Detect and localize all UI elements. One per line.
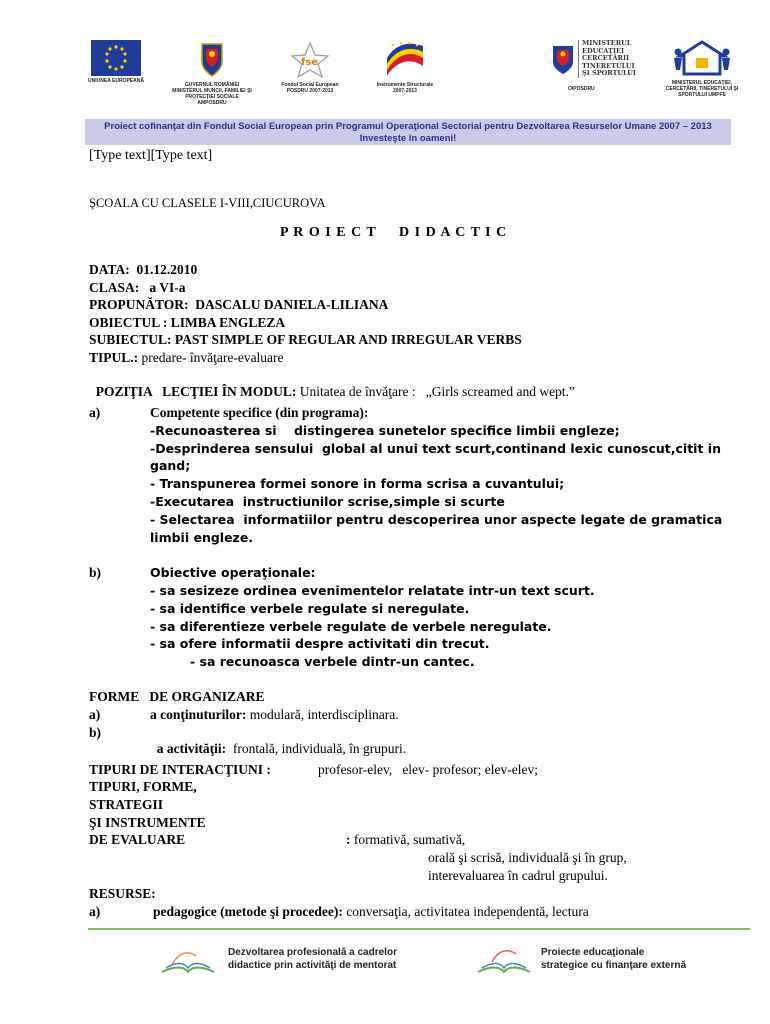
book-icon [474, 944, 534, 978]
logo-caption: OIPOSDRU [568, 85, 595, 92]
resources-a-line [153, 904, 589, 920]
star-icon [290, 40, 330, 80]
umpfe-logo [662, 40, 742, 98]
organization-a-label: a conţinuturilor: [150, 707, 247, 722]
evaluation-value-line [346, 832, 465, 848]
footer-divider [88, 928, 750, 930]
proposer-line: PROPUNĂTOR: DASCALU DANIELA-LILIANA [89, 297, 389, 312]
competence-item: -Executarea instructiunilor scrise,simple si scurte [150, 494, 505, 509]
cofinancing-banner [85, 119, 731, 145]
resources-a-label: pedagogice (metode şi procedee): [153, 904, 343, 919]
organization-b-label: a activităţii: [156, 741, 227, 756]
evaluation-title-line: DE EVALUARE [89, 832, 186, 847]
objectives-title: Obiective operaţionale: [150, 565, 316, 580]
logo-caption: Fondul Social European POSDRU 2007-2013 [281, 82, 339, 94]
crest-icon [197, 40, 227, 80]
footer-left-line: Dezvoltarea profesională a cadrelor [228, 947, 397, 958]
fse-logo [280, 40, 340, 94]
objective-item: - sa identifice verbele regulate si neregulate. [150, 601, 470, 616]
resources-title: RESURSE: [89, 886, 156, 901]
section-b-marker: b) [89, 565, 102, 580]
footer-right-text [541, 946, 686, 972]
ministry-title-line: EDUCAŢIEI [582, 46, 624, 55]
organization-b-line [150, 725, 406, 757]
lesson-position-label: POZIŢIA LECŢIEI ÎN MODUL: [95, 384, 297, 399]
logo-caption: UNIUNEA EUROPEANĂ [88, 78, 144, 84]
banner-line-2: Investeşte în oameni! [359, 133, 457, 144]
interactions-label: TIPURI DE INTERACŢIUNI : [89, 762, 271, 777]
evaluation-title-line: STRATEGII [89, 797, 164, 812]
ministry-crest-icon [550, 40, 576, 78]
competence-item: limbii engleze. [150, 530, 254, 545]
footer-right-line: strategice cu finanţare externă [541, 960, 687, 971]
lesson-position-line [89, 368, 575, 400]
logo-caption: Instrumente Structurale 2007-2013 [376, 82, 434, 94]
evaluation-title-line: ŞI INSTRUMENTE [89, 815, 206, 830]
evaluation-title-line: TIPURI, FORME, [89, 779, 197, 794]
svg-text:fse: fse [301, 57, 319, 68]
date-line: DATA: 01.12.2010 [89, 262, 198, 277]
evaluation-value: formativă, sumativă, [350, 832, 466, 847]
ministry-title-line: MINISTERUL [582, 39, 632, 47]
footer-left-logo [158, 944, 218, 983]
evaluation-value-line: interevaluarea în cadrul grupului. [428, 868, 608, 883]
organization-b-marker: b) [89, 725, 102, 740]
lesson-type-value: predare- învăţare-evaluare [138, 350, 284, 365]
resources-a-value: conversaţia, activitatea independentă, lectura [342, 904, 589, 919]
lesson-type-label: TIPUL.: [89, 350, 139, 365]
eu-logo [86, 40, 146, 84]
ministry-title-line: ŞI SPORTULUI [582, 69, 636, 77]
ministry-title-line: CERCETĂRII [582, 54, 630, 62]
evaluation-colon: : [346, 832, 351, 847]
footer-right-logo [474, 944, 534, 983]
footer-right-line: Proiecte educaţionale [541, 947, 645, 958]
instrumente-logo [370, 40, 440, 94]
subject-line: OBIECTUL : LIMBA ENGLEZA [89, 315, 286, 330]
evaluation-value-line: orală şi scrisă, individuală şi în grup, [428, 850, 627, 865]
competences-title: Competente specifice (din programa): [150, 405, 369, 420]
topic-line: SUBIECTUL: PAST SIMPLE OF REGULAR AND IRREGULAR VERBS [89, 332, 522, 347]
objective-item: - sa ofere informatii despre activitati din trecut. [150, 636, 490, 651]
organization-a-line [150, 707, 399, 723]
interactions-value: profesor-elev, elev- profesor; elev-elev; [318, 762, 538, 777]
book-icon [158, 944, 218, 978]
government-logo [172, 40, 252, 106]
ministry-logo [550, 40, 650, 92]
lesson-position-value: Unitatea de învăţare : „Girls screamed and wept.” [296, 384, 575, 399]
lesson-type-line [89, 350, 284, 366]
footer-left-line: didactice prin activităţi de mentorat [228, 960, 397, 971]
objective-item: - sa recunoasca verbele dintr-un cantec. [190, 654, 475, 669]
competence-item: - Selectarea informatiilor pentru descoperirea unor aspecte legate de gramatica [150, 512, 723, 527]
ministry-title-line: TINERETULUI [582, 61, 635, 70]
section-a-marker: a) [89, 405, 101, 420]
header-placeholder: [Type text][Type text] [89, 148, 213, 163]
organization-title: FORME DE ORGANIZARE [89, 689, 265, 704]
organization-b-value: frontală, individuală, în grupuri. [226, 741, 407, 756]
school-name: ŞCOALA CU CLASELE I-VIII,CIUCUROVA [89, 196, 326, 210]
footer-left-text [228, 946, 397, 972]
organization-a-marker: a) [89, 707, 101, 722]
ministry-title [578, 40, 650, 78]
logo-strip [80, 40, 740, 120]
document-title: P R O I E C T D I D A C T I C [280, 225, 508, 240]
class-line: CLASA: a VI-a [89, 280, 186, 295]
resources-a-marker: a) [89, 904, 101, 919]
competence-item: -Recunoasterea si distingerea sunetelor specifice limbii engleze; [150, 423, 620, 438]
logo-caption: GUVERNUL ROMÂNIEI MINISTERUL MUNCII, FAMILIEI ŞI PROTECŢIEI SOCIALE AMPOSDRU [172, 82, 252, 106]
eu-flag-icon [91, 40, 141, 76]
competence-item: gand; [150, 458, 191, 473]
competence-item: -Desprinderea sensului global al unui text scurt,continand lexic cunoscut,citit in [150, 441, 721, 456]
objective-item: - sa sesizeze ordinea evenimentelor relatate intr-un text scurt. [150, 583, 595, 598]
flag-swoosh-icon [383, 40, 427, 80]
organization-a-value: modulară, interdisciplinara. [246, 707, 399, 722]
competence-item: - Transpunerea formei sonore in forma scrisa a cuvantului; [150, 476, 565, 491]
logo-caption: MINISTERUL EDUCAŢIEI, CERCETĂRII, TINERETULUI ŞI SPORTULUI UMPFE [665, 80, 739, 98]
banner-line-1: Proiect cofinanţat din Fondul Social European prin Programul Operaţional Sectorial pentru Dezvoltarea Resurselor Umane 2007 – 2013 [104, 121, 712, 132]
objective-item: - sa diferentieze verbele regulate de verbele neregulate. [150, 619, 552, 634]
house-people-icon [672, 40, 732, 78]
